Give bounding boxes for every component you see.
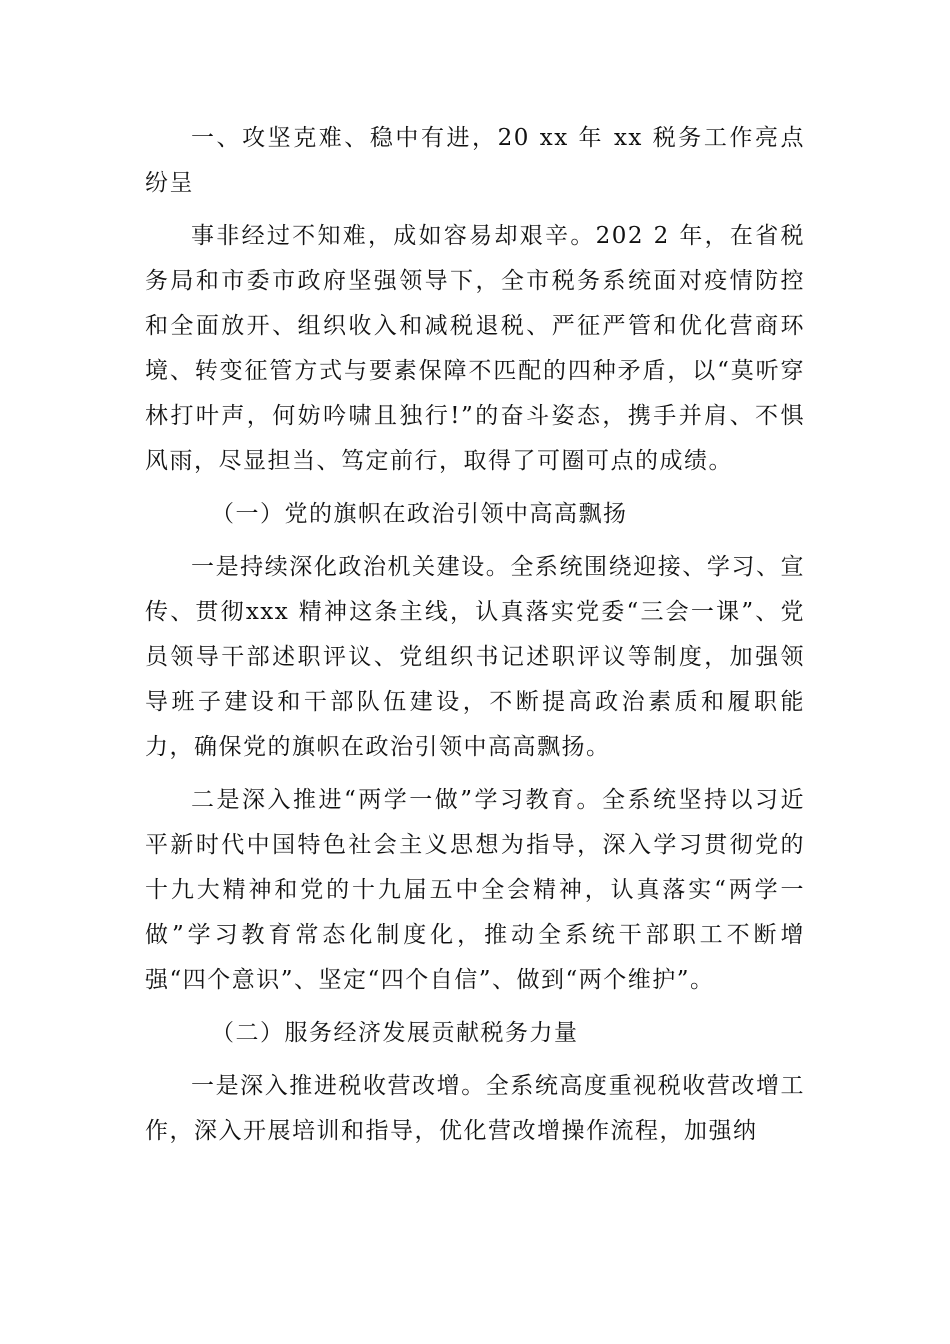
paragraph-intro: 事非经过不知难，成如容易却艰辛。202 2 年，在省税务局和市委市政府坚强领导下，全市税务系统面对疫情防控和全面放开、组织收入和减税退税、严征严管和优化营商环境、转变征管方式与要素保障不匹配的四种矛盾，以“莫听穿林打叶声，何妨吟啸且独行!”的奋斗姿态，携手并肩、不惧风雨，尽显担当、笃定前行，取得了可圈可点的成绩。 — [145, 223, 805, 474]
subheading-party-banner: （一）党的旗帜在政治引领中高高飘扬 — [211, 501, 628, 527]
document-body — [145, 116, 805, 1154]
paragraph-political-organ: 一是持续深化政治机关建设。全系统围绕迎接、学习、宣传、贯彻xxx 精神这条主线，认真落实党委“三会一课”、党员领导干部述职评议、党组织书记述职评议等制度，加强领导班子建设和干部队伍建设，不断提高政治素质和履职能力，确保党的旗帜在政治引领中高高飘扬。 — [145, 554, 805, 760]
subheading-economic-service: （二）服务经济发展贡献税务力量 — [211, 1020, 579, 1046]
section-heading: 一、攻坚克难、稳中有进，20 xx 年 xx 税务工作亮点纷呈 — [145, 125, 805, 196]
paragraph-vat-reform: 一是深入推进税收营改增。全系统高度重视税收营改增工作，深入开展培训和指导，优化营改增操作流程，加强纳 — [145, 1073, 805, 1144]
paragraph-two-studies: 二是深入推进“两学一做”学习教育。全系统坚持以习近平新时代中国特色社会主义思想为指导，深入学习贯彻党的十九大精神和党的十九届五中全会精神，认真落实“两学一做”学习教育常态化制度化，推动全系统干部职工不断增强“四个意识”、坚定“四个自信”、做到“两个维护”。 — [145, 787, 805, 993]
